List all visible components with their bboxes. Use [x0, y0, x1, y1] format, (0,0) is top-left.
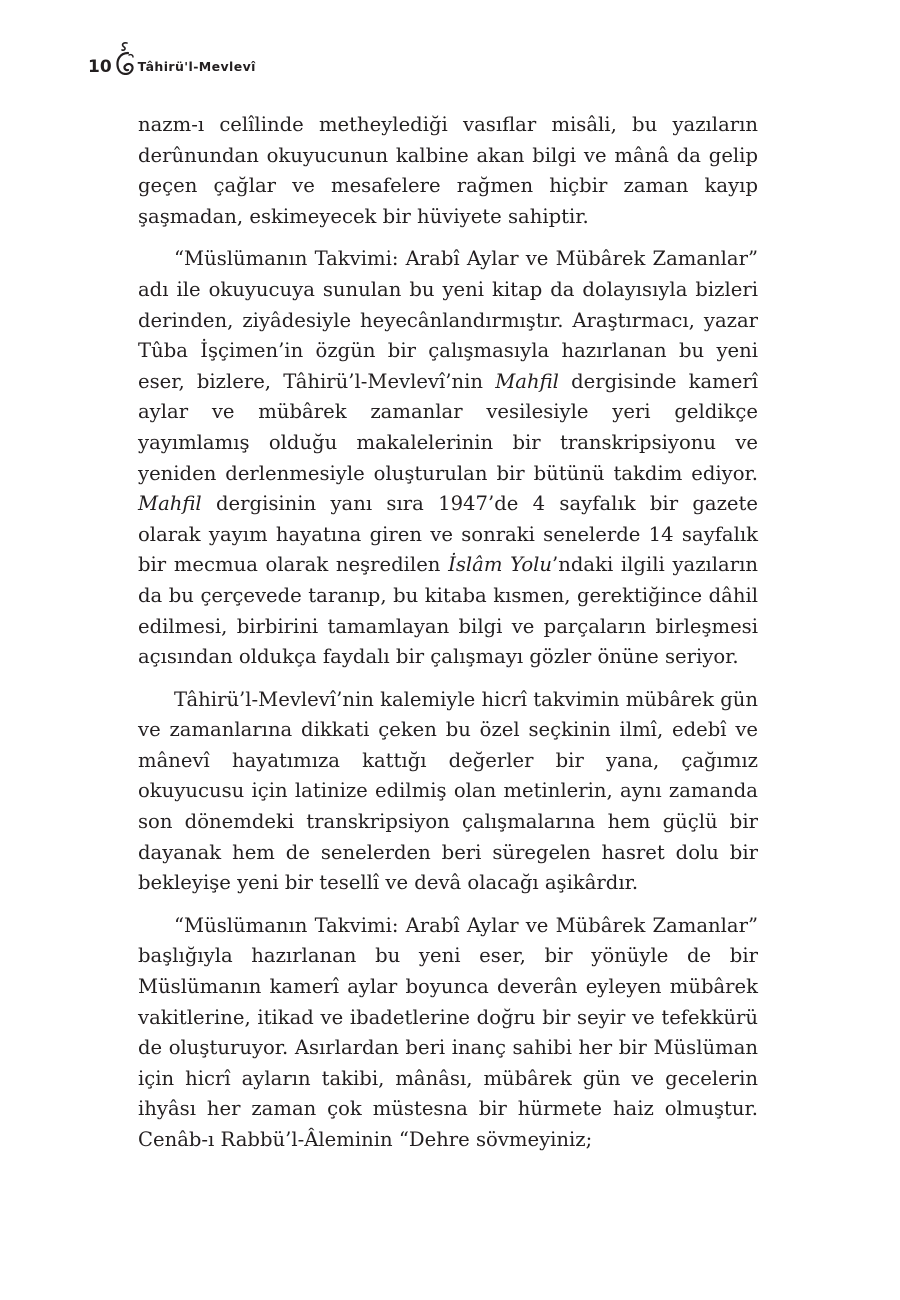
text-segment: Tâhirü’l-Mevlevî’nin kalemiyle hicrî takvimin mübârek gün ve zamanlarına dikkati çeken bu özel seçkinin ilmî, edebî ve mânevî hayatımıza kattığı değerler bir yana, çağımız okuyucusu için latinize edilmiş olan metinlerin, aynı zamanda son dönemdeki transkripsiyon çalışmalarına hem güçlü bir dayanak hem de senelerden beri süregelen hasret dolu bir bekleyişe yeni bir tesellî ve devâ olacağı aşikârdır. — [138, 687, 758, 895]
italic-title-islam-yolu: İslâm Yolu — [448, 553, 553, 577]
text-segment: “Müslümanın Takvimi: Arabî Aylar ve Mübârek Zamanlar” adı ile okuyucuya sunulan bu yeni kitap da dolayısıyla bizleri derinden, ziyâdesiyle heyecânlandırmıştır. Araştırmacı, yazar Tûba İşçimen’in özgün bir çalışmasıyla hazırlanan bu yeni eser, bizlere, Tâhirü’l-Mevlevî’nin — [138, 247, 758, 393]
page-number: 10 — [88, 57, 112, 77]
calligraphy-ornament-icon — [114, 40, 136, 80]
text-segment: dergisinin yanı sıra 1947’de 4 sayfalık bir gazete olarak yayım hayatına giren ve sonraki senelerde 14 sayfalık bir mecmua olarak neşredilen — [138, 492, 758, 577]
paragraph — [138, 244, 758, 672]
text-segment: “Müslümanın Takvimi: Arabî Aylar ve Mübârek Zamanlar” başlığıyla hazırlanan bu yeni eser, bir yönüyle de bir Müslümanın kamerî aylar boyunca deverân eyleyen mübârek vakitlerine, itikad ve ibadetlerine doğru bir seyir ve tefekkürü de oluşturuyor. Asırlardan beri inanç sahibi her bir Müslüman için hicrî ayların takibi, mânâsı, mübârek gün ve gecelerin ihyâsı her zaman çok müstesna bir hürmete haiz olmuştur. Cenâb-ı Rabbü’l-Âleminin “Dehre sövmeyiniz; — [138, 913, 758, 1151]
italic-title-mahfil: Mahfil — [495, 369, 559, 393]
paragraph — [138, 911, 758, 1156]
running-title: Tâhirü'l-Mevlevî — [137, 59, 256, 74]
text-segment: ’ndaki ilgili yazıların da bu çerçevede taranıp, bu kitaba kısmen, gerektiğince dâhil edilmesi, birbirini tamamlayan bilgi ve parçaların birleşmesi açısından oldukça faydalı bir çalışmayı gözler önüne seriyor. — [138, 553, 758, 669]
italic-title-mahfil: Mahfil — [138, 492, 202, 516]
paragraph — [138, 110, 758, 232]
page-header — [88, 40, 256, 80]
body-text — [138, 110, 758, 1168]
paragraph — [138, 685, 758, 899]
text-segment: dergisinde kamerî aylar ve mübârek zamanlar vesilesiyle yeri geldikçe yayımlamış olduğu makalelerinin bir transkripsiyonu ve yeniden derlenmesiyle oluşturulan bir bütünü takdim ediyor. — [138, 369, 758, 485]
text-segment: nazm-ı celîlinde metheylediği vasıflar misâli, bu yazıların derûnundan okuyucunun kalbine akan bilgi ve mânâ da gelip geçen çağlar ve mesafelere rağmen hiçbir zaman kayıp şaşmadan, eskimeyecek bir hüviyete sahiptir. — [138, 113, 758, 228]
